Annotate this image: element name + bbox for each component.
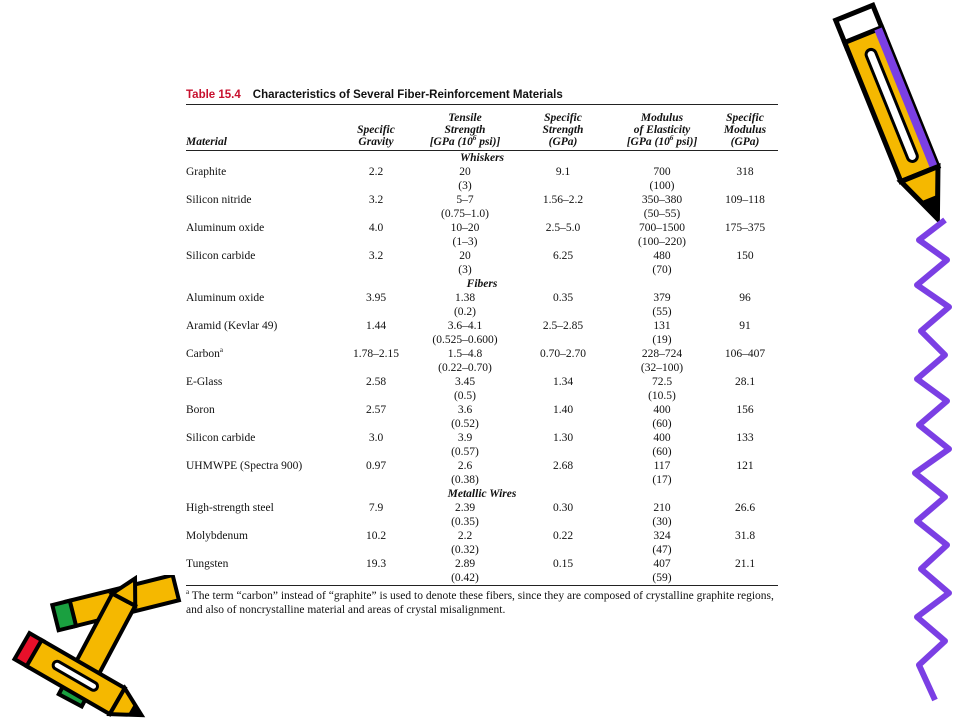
table-number: Table 15.4 xyxy=(186,89,241,101)
table-footnote xyxy=(186,589,778,617)
cell-material: Aramid (Kevlar 49) xyxy=(186,319,278,332)
cell-specific-strength: 0.30 xyxy=(552,501,574,514)
cell-tensile-strength: 3.9 (0.57) xyxy=(451,431,479,458)
fiber-table-figure xyxy=(186,86,778,617)
cell-modulus: 400 (60) xyxy=(652,403,672,430)
cell-specific-gravity: 2.2 xyxy=(368,165,384,178)
cell-modulus: 700 (100) xyxy=(649,165,675,192)
cell-material: Carbon$^a$ xyxy=(186,345,223,360)
cell-specific-gravity: 3.2 xyxy=(368,249,384,262)
header-specific-modulus: Specific Modulus (GPa) xyxy=(723,111,767,148)
cell-material: E-Glass xyxy=(186,375,223,388)
cell-modulus: 350–380 (50–55) xyxy=(641,193,683,220)
cell-specific-gravity: 2.57 xyxy=(365,403,387,416)
cell-specific-strength: 0.70–2.70 xyxy=(540,347,586,360)
pencils-icon xyxy=(0,575,190,720)
cell-specific-gravity: 1.78–2.15 xyxy=(353,347,399,360)
cell-specific-modulus: 31.8 xyxy=(734,529,756,542)
table-row xyxy=(186,459,778,487)
cell-specific-gravity: 1.44 xyxy=(365,319,387,332)
cell-specific-gravity: 0.97 xyxy=(365,459,387,472)
footnote-text: The term “carbon” instead of “graphite” is used to denote these fibers, since they are composed of crystalline graphite regions, and also of noncrystalline material and areas of crystal misalignment. xyxy=(186,589,774,616)
table-caption xyxy=(186,86,778,104)
cell-material: Silicon nitride xyxy=(186,193,252,206)
cell-specific-strength: 1.40 xyxy=(552,403,574,416)
cell-specific-gravity: 3.2 xyxy=(368,193,384,206)
table-row xyxy=(186,431,778,459)
section-title: Metallic Wires xyxy=(447,487,517,500)
cell-specific-modulus: 26.6 xyxy=(734,501,756,514)
cell-specific-strength: 2.5–5.0 xyxy=(545,221,581,234)
cell-material: Graphite xyxy=(186,165,227,178)
cell-specific-gravity: 4.0 xyxy=(368,221,384,234)
section-title: Fibers xyxy=(466,277,498,290)
cell-modulus: 72.5 (10.5) xyxy=(648,375,676,402)
cell-modulus: 117 (17) xyxy=(652,459,672,486)
cell-specific-strength: 9.1 xyxy=(555,165,571,178)
bottom-rule xyxy=(186,585,778,586)
cell-material: Silicon carbide xyxy=(186,249,256,262)
cell-specific-modulus: 175–375 xyxy=(724,221,766,234)
header-specific-gravity: Specific Gravity xyxy=(357,123,395,148)
table-title: Characteristics of Several Fiber-Reinforcement Materials xyxy=(252,89,563,101)
cell-specific-gravity: 3.0 xyxy=(368,431,384,444)
cell-specific-modulus: 121 xyxy=(736,459,754,472)
table-row xyxy=(186,347,778,375)
cell-material: Aluminum oxide xyxy=(186,221,265,234)
cell-tensile-strength: 20 (3) xyxy=(458,249,472,276)
cell-modulus: 131 (19) xyxy=(652,319,672,346)
fiber-properties-table xyxy=(186,105,778,585)
section-header-row xyxy=(186,277,778,291)
cell-specific-strength: 6.25 xyxy=(552,249,574,262)
cell-specific-modulus: 106–407 xyxy=(724,347,766,360)
header-material: Material xyxy=(186,135,227,148)
table-body xyxy=(186,151,778,585)
cell-modulus: 407 (59) xyxy=(652,557,672,584)
cell-modulus: 480 (70) xyxy=(652,249,672,276)
cell-modulus: 700–1500 (100–220) xyxy=(638,221,686,248)
cell-specific-modulus: 21.1 xyxy=(734,557,756,570)
cell-specific-strength: 2.5–2.85 xyxy=(542,319,584,332)
cell-specific-modulus: 28.1 xyxy=(734,375,756,388)
table-row xyxy=(186,193,778,221)
cell-tensile-strength: 2.2 (0.32) xyxy=(451,529,479,556)
cell-modulus: 400 (60) xyxy=(652,431,672,458)
table-row xyxy=(186,319,778,347)
table-row xyxy=(186,501,778,529)
header-tensile-strength: Tensile Strength [GPa ($10^6$ psi)] xyxy=(429,111,501,148)
cell-material: Tungsten xyxy=(186,557,229,570)
cell-modulus: 228–724 (32–100) xyxy=(640,347,684,374)
cell-specific-modulus: 96 xyxy=(739,291,751,304)
header-modulus: Modulus of Elasticity [GPa ($10^6$ psi)] xyxy=(626,111,698,148)
cell-material: UHMWPE (Spectra 900) xyxy=(186,459,303,472)
cell-specific-gravity: 19.3 xyxy=(365,557,387,570)
cell-modulus: 210 (30) xyxy=(652,501,672,528)
cell-specific-gravity: 2.58 xyxy=(365,375,387,388)
header-specific-strength: Specific Strength (GPa) xyxy=(542,111,584,148)
cell-specific-strength: 1.30 xyxy=(552,431,574,444)
cell-tensile-strength: 20 (3) xyxy=(458,165,472,192)
cell-modulus: 324 (47) xyxy=(652,529,672,556)
cell-tensile-strength: 10–20 (1–3) xyxy=(450,221,480,248)
cell-tensile-strength: 1.5–4.8 (0.22–0.70) xyxy=(438,347,492,374)
table-row xyxy=(186,165,778,193)
cell-specific-modulus: 91 xyxy=(739,319,751,332)
table-row xyxy=(186,291,778,319)
cell-material: Silicon carbide xyxy=(186,431,256,444)
cell-material: Molybdenum xyxy=(186,529,248,542)
cell-specific-strength: 0.15 xyxy=(552,557,574,570)
cell-specific-modulus: 150 xyxy=(736,249,754,262)
section-title: Whiskers xyxy=(459,151,505,164)
cell-tensile-strength: 1.38 (0.2) xyxy=(453,291,477,318)
cell-specific-modulus: 156 xyxy=(736,403,754,416)
cell-specific-gravity: 3.95 xyxy=(365,291,387,304)
table-row xyxy=(186,529,778,557)
cell-specific-strength: 0.22 xyxy=(552,529,574,542)
section-header-row xyxy=(186,151,778,165)
cell-modulus: 379 (55) xyxy=(652,291,672,318)
cell-tensile-strength: 2.6 (0.38) xyxy=(451,459,479,486)
cell-specific-modulus: 318 xyxy=(736,165,754,178)
cell-specific-strength: 0.35 xyxy=(552,291,574,304)
cell-specific-modulus: 133 xyxy=(736,431,754,444)
cell-specific-modulus: 109–118 xyxy=(725,193,765,206)
cell-tensile-strength: 3.6 (0.52) xyxy=(451,403,479,430)
footnote-marker: a xyxy=(186,587,190,596)
cell-tensile-strength: 2.89 (0.42) xyxy=(451,557,479,584)
table-row xyxy=(186,249,778,277)
table-row xyxy=(186,557,778,585)
cell-specific-strength: 1.34 xyxy=(552,375,574,388)
table-row xyxy=(186,375,778,403)
cell-specific-strength: 1.56–2.2 xyxy=(542,193,584,206)
pencil-icon xyxy=(800,0,950,240)
cell-material: High-strength steel xyxy=(186,501,274,514)
cell-specific-strength: 2.68 xyxy=(552,459,574,472)
table-row xyxy=(186,221,778,249)
cell-material: Boron xyxy=(186,403,215,416)
table-header xyxy=(186,105,778,151)
cell-material: Aluminum oxide xyxy=(186,291,265,304)
cell-specific-gravity: 7.9 xyxy=(368,501,384,514)
zigzag-border-icon xyxy=(905,215,955,705)
cell-tensile-strength: 3.45 (0.5) xyxy=(453,375,477,402)
cell-tensile-strength: 5–7 (0.75–1.0) xyxy=(441,193,489,220)
cell-tensile-strength: 3.6–4.1 (0.525–0.600) xyxy=(432,319,498,346)
cell-specific-gravity: 10.2 xyxy=(365,529,387,542)
cell-tensile-strength: 2.39 (0.35) xyxy=(451,501,479,528)
section-header-row xyxy=(186,487,778,501)
table-row xyxy=(186,403,778,431)
